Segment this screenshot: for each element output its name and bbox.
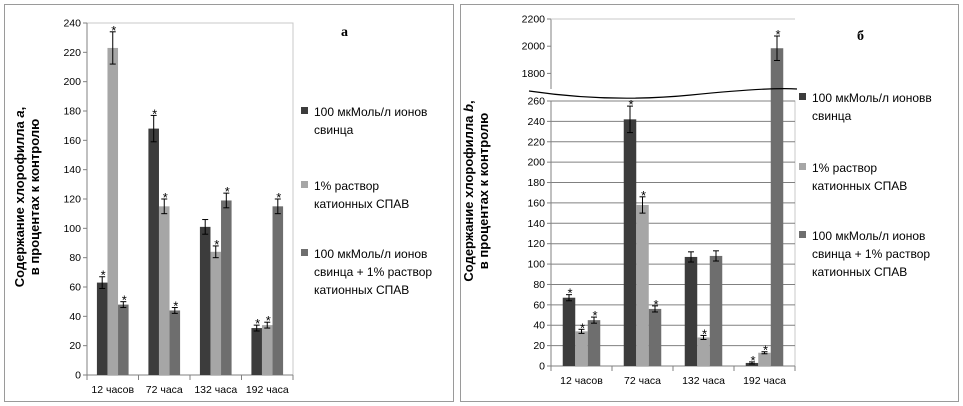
chart-a-bar — [200, 227, 211, 375]
chart-a-legend-swatch — [301, 249, 308, 256]
chart-b-y-tick-label: 160 — [527, 197, 545, 210]
chart-a-legend-swatch — [301, 181, 308, 188]
chart-a-y-tick-label: 220 — [63, 46, 81, 59]
chart-a-significance-marker: * — [265, 313, 271, 329]
chart-b-significance-marker: * — [762, 342, 769, 358]
chart-b-legend-swatch — [799, 93, 806, 100]
chart-a-bar — [97, 283, 108, 375]
chart-b-y-tick-label: 60 — [533, 299, 545, 312]
chart-a-bar — [118, 305, 129, 375]
chart-b-y-tick-label: 180 — [527, 177, 545, 190]
chart-b-ylabel-symbol: b — [461, 104, 476, 112]
chart-a-x-tick-label: 192 часа — [245, 384, 289, 396]
chart-b-y-tick-label: 200 — [527, 156, 545, 169]
chart-b-bar — [575, 331, 588, 366]
chart-panel-b — [460, 4, 959, 402]
chart-b-legend-label: 100 мкМоль/л ионовв свинца — [812, 91, 932, 123]
chart-a-bar — [262, 325, 273, 375]
chart-b-y-tick-label: 220 — [527, 136, 545, 149]
chart-b-significance-marker: * — [750, 352, 756, 368]
chart-a-legend — [301, 103, 451, 323]
chart-a-bar — [170, 310, 181, 375]
chart-a-y-tick-label: 180 — [63, 105, 81, 118]
chart-b-significance-marker: * — [640, 187, 647, 203]
chart-a-y-tick-label: 20 — [69, 340, 81, 353]
chart-b-x-tick-label: 72 часа — [624, 375, 661, 387]
chart-b-upper-y-tick-label: 2000 — [521, 40, 545, 53]
chart-b-x-tick-label: 132 часа — [682, 375, 725, 387]
chart-b-legend-label: 1% раствор катионных СПАВ — [812, 161, 908, 193]
chart-b-y-axis-label — [461, 16, 493, 366]
chart-a-y-tick-label: 120 — [63, 193, 81, 206]
chart-a-significance-marker: * — [255, 316, 261, 332]
chart-b-upper-y-tick-label: 2200 — [521, 13, 545, 26]
chart-b-upper-y-tick-label: 1800 — [521, 67, 545, 80]
chart-b-y-tick-label: 80 — [533, 278, 545, 291]
chart-a-y-tick-label: 200 — [63, 76, 81, 89]
chart-a-significance-marker: * — [214, 236, 220, 252]
chart-a-bar — [159, 206, 170, 375]
chart-a-y-tick-label: 40 — [69, 310, 81, 323]
chart-a-ylabel-suffix: , — [12, 106, 27, 111]
chart-a-y-tick-label: 240 — [63, 17, 81, 30]
chart-a-legend-label: 1% раствор катионных СПАВ — [314, 179, 410, 211]
chart-b-bar — [771, 48, 784, 366]
chart-b-ylabel-suffix: , — [461, 100, 476, 105]
chart-a-significance-marker: * — [111, 22, 117, 38]
chart-b-panel-letter: б — [857, 29, 864, 44]
chart-a-panel-letter: а — [341, 25, 348, 40]
chart-b-bar — [685, 257, 698, 366]
chart-b-bar — [710, 256, 723, 366]
chart-a-legend-label: 100 мкМоль/л ионов свинца + 1% раствор катионных СПАВ — [314, 247, 433, 297]
chart-b-legend-label: 100 мкМоль/л ионов свинца + 1% раствор катионных СПАВ — [812, 229, 931, 279]
chart-b-axis-break-curve — [529, 89, 797, 99]
chart-b-plot-frame — [551, 101, 795, 366]
chart-b-bar — [624, 119, 637, 366]
chart-a-bar — [273, 206, 284, 375]
chart-a-bar — [107, 48, 118, 375]
chart-b-y-tick-label: 40 — [533, 319, 545, 332]
chart-a-bar — [221, 200, 232, 375]
chart-a-y-axis-label — [12, 22, 44, 372]
chart-a-x-tick-label: 132 часа — [194, 384, 238, 396]
chart-b-bar — [649, 309, 662, 366]
chart-b-bar — [588, 320, 601, 366]
chart-b-legend — [799, 89, 957, 309]
chart-b-significance-marker: * — [579, 320, 586, 336]
chart-a-ylabel-line2: в процентах к контролю — [27, 118, 42, 276]
chart-a-significance-marker: * — [100, 267, 106, 283]
chart-b-significance-marker: * — [701, 326, 708, 342]
chart-b-y-tick-label: 20 — [533, 340, 545, 353]
chart-b-ylabel-line2: в процентах к контролю — [476, 112, 491, 270]
chart-b-bar — [563, 298, 576, 366]
chart-a-y-tick-label: 0 — [75, 369, 81, 382]
chart-a-legend-label: 100 мкМоль/л ионов свинца — [314, 105, 428, 137]
chart-b-significance-marker: * — [628, 97, 634, 113]
chart-a-bar — [148, 129, 159, 375]
chart-b-y-tick-label: 140 — [527, 217, 545, 230]
chart-b-significance-marker: * — [775, 27, 781, 42]
chart-a-y-tick-label: 160 — [63, 134, 81, 147]
chart-a-legend-swatch — [301, 107, 308, 114]
chart-a-ylabel-prefix: Содержание хлорофилла — [12, 117, 27, 288]
chart-a-y-tick-label: 60 — [69, 281, 81, 294]
chart-panel-a — [4, 4, 454, 402]
chart-a-y-tick-label: 140 — [63, 164, 81, 177]
chart-a-y-tick-label: 100 — [63, 222, 81, 235]
chart-b-y-tick-label: 100 — [527, 258, 545, 271]
chart-a-bar — [251, 328, 262, 375]
chart-a-significance-marker: * — [173, 298, 179, 314]
chart-a-x-tick-label: 72 часа — [145, 384, 183, 396]
chart-b-y-tick-label: 260 — [527, 95, 545, 108]
chart-a-significance-marker: * — [276, 190, 282, 205]
chart-b-y-tick-label: 0 — [539, 360, 545, 373]
chart-b-bar — [636, 205, 649, 366]
chart-a-significance-marker: * — [162, 190, 168, 205]
chart-a-significance-marker: * — [152, 106, 158, 122]
chart-b-y-tick-label: 240 — [527, 115, 545, 128]
chart-b-x-tick-label: 192 часа — [743, 375, 786, 387]
chart-a-x-tick-label: 12 часов — [91, 384, 135, 396]
chart-b-significance-marker: * — [567, 285, 573, 301]
chart-a-y-tick-label: 80 — [69, 252, 81, 265]
chart-b-legend-swatch — [799, 231, 806, 238]
chart-b-bar — [697, 337, 710, 366]
chart-b-significance-marker: * — [653, 296, 659, 312]
chart-b-legend-swatch — [799, 163, 806, 170]
chart-a-significance-marker: * — [121, 292, 127, 308]
chart-b-x-tick-label: 12 часов — [560, 375, 603, 387]
chart-b-ylabel-prefix: Содержание хлорофилла — [461, 112, 476, 282]
chart-a-ylabel-symbol: a — [12, 110, 27, 118]
chart-a-significance-marker: * — [224, 184, 230, 200]
chart-b-y-tick-label: 120 — [527, 238, 545, 251]
chart-a-bar — [210, 252, 221, 375]
chart-b-significance-marker: * — [592, 308, 598, 324]
